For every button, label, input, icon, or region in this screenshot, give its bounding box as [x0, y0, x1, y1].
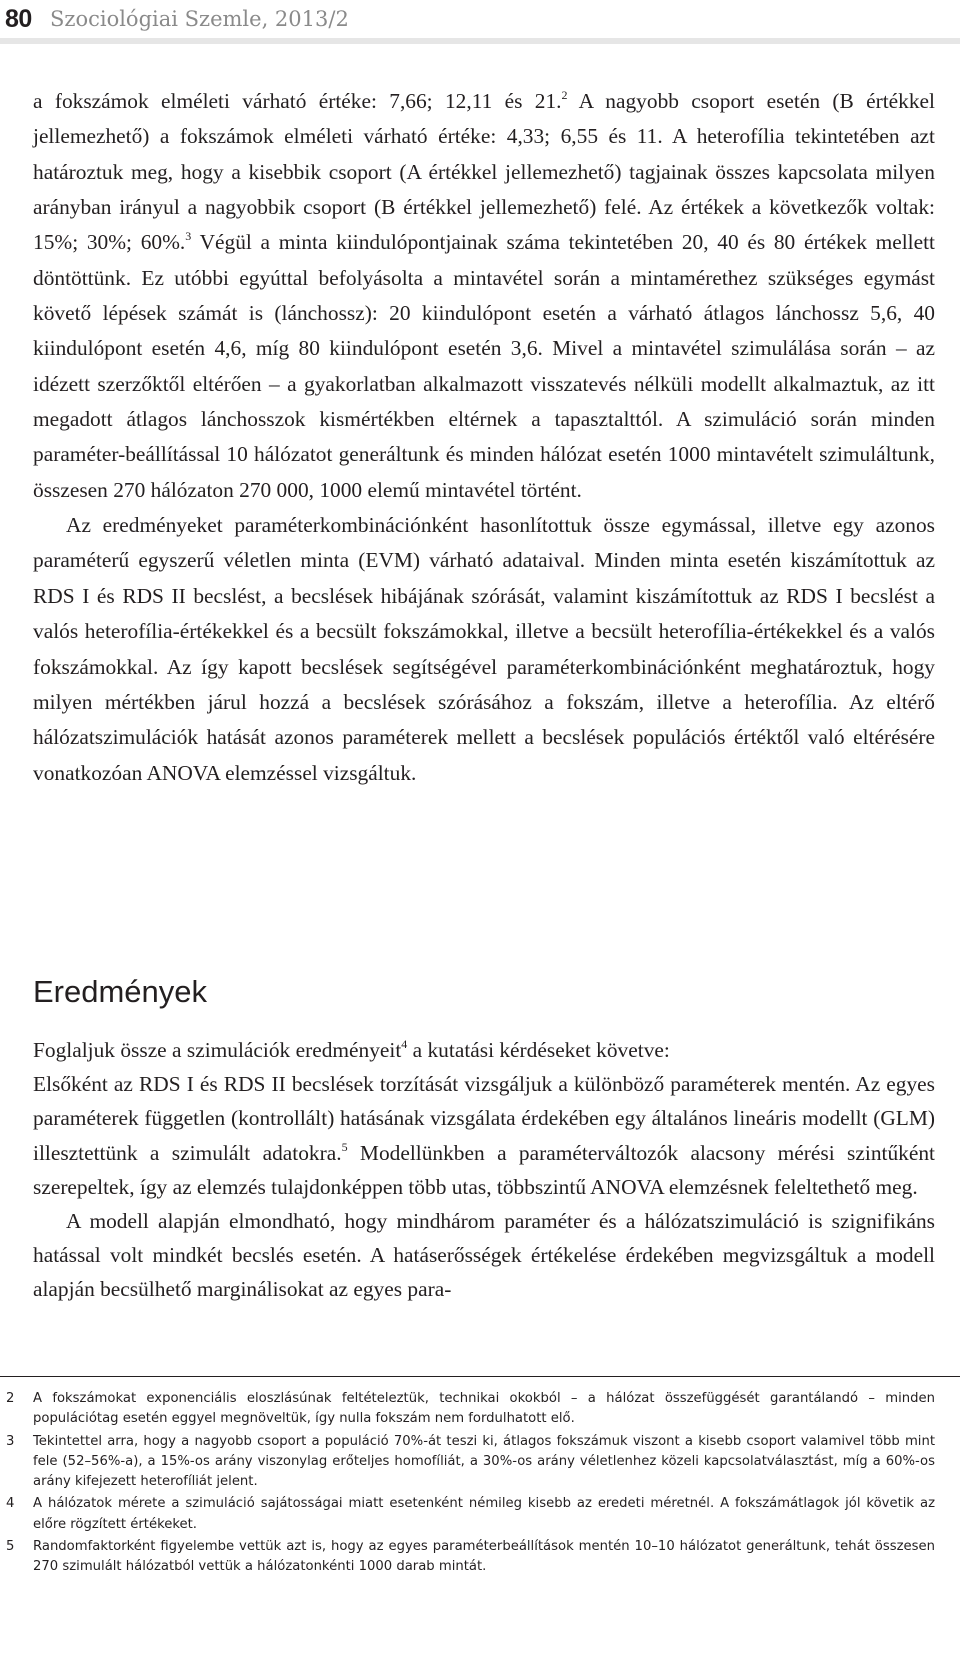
- footnote-divider: [0, 1376, 960, 1377]
- footnote-ref-4[interactable]: 4: [401, 1037, 408, 1051]
- footnote-number: 5: [6, 1539, 15, 1555]
- paragraph-5: A modell alapján elmondható, hogy mindhárom paraméter és a hálózatszimuláció is szignifikáns hatással volt mindkét becslés esetén. A hatáserősségek értékelése érdekében megvizsgáltuk a modell alapján becsülhető marginálisokat az egyes para-: [33, 1209, 935, 1302]
- footnote-number: 4: [6, 1496, 15, 1512]
- body-text-lower: [33, 1033, 935, 1307]
- page-number: 80: [5, 5, 32, 33]
- footnote-item: [0, 1537, 935, 1578]
- footnote-ref-3[interactable]: 3: [185, 229, 192, 244]
- footnote-item: [0, 1432, 935, 1493]
- running-title: Szociológiai Szemle, 2013/2: [50, 7, 349, 31]
- paragraph-1: a fokszámok elméleti várható értéke: 7,66; 12,11 és 21.$^2$ A nagyobb csoport esetén (B értékkel jellemezhető) a fokszámok elméleti várható értéke: 4,33; 6,55 és 11. A heterofília tekintetében azt határoztuk meg, hogy a kisebbik csoport (A értékkel jellemezhető) tagjainak összes kapcsolata milyen arányban irányul a nagyobbik csoport (B értékkel jellemezhető) felé. Az értékek a következők voltak: 15%; 30%; 60%.$^3$ Végül a minta kiindulópontjainak száma tekintetében 20, 40 és 80 értékek mellett döntöttünk. Ez utóbbi egyúttal befolyásolta a mintavétel során a mintamérethez szükséges egymást követő lépések számát is (lánchossz): 20 kiindulópont esetén a várható átlagos lánchossz 5,6, 40 kiindulópont esetén 4,6, míg 80 kiindulópont esetén 3,6. Mivel a mintavétel szimulálása során – az idézett szerzőktől eltérően – a gyakorlatban alkalmazott visszatevés nélküli modellt alkalmaztuk, az itt megadott átlagos lánchosszok kismértékben eltérnek a tapasztalttól. A szimuláció során minden paraméter-beállítással 10 hálózatot generáltunk és minden hálózat esetén 1000 mintavételt szimuláltunk, összesen 270 hálózaton 270 000, 1000 elemű mintavétel történt.: [33, 88, 935, 502]
- footnote-number: 3: [6, 1433, 15, 1449]
- footnote-text: A hálózatok mérete a szimuláció sajátosságai miatt esetenként némileg kisebb az eredeti méretnél. A fokszámátlagok jól követik az előre rögzített értékeket.: [33, 1496, 935, 1532]
- footnote-number: 2: [6, 1391, 15, 1406]
- footnote-text: Tekintettel arra, hogy a nagyobb csoport a populáció 70%-át teszi ki, átlagos fokszámuk viszont a kisebb csoport valamivel több mint fele (52–56%-a), a 15%-os arány viszonylag erőteljes homofíliát, a 30%-os arány véletlenhez közeli kapcsolatválasztást, míg a 60%-os arány kifejezett heterofíliát jelent.: [33, 1433, 935, 1490]
- footnotes: [0, 1389, 935, 1580]
- paragraph-4: Elsőként az RDS I és RDS II becslések torzítását vizsgáljuk a különböző paraméterek mentén. Az egyes paraméterek független (kontrollált) hatásának vizsgálata érdekében egy általános lineáris modellt (GLM) illesztettünk a szimulált adatokra.$^5$ Modellünkben a paraméterváltozók alacsony mérési szintűként szerepeltek, így az elemzés tulajdonképpen több utas, többszintű ANOVA elemzésnek feleltethető meg.: [33, 1072, 935, 1199]
- body-text-upper: [33, 84, 935, 791]
- footnote-ref-2[interactable]: 2: [561, 88, 568, 102]
- footnote-text: A fokszámokat exponenciális eloszlásúnak feltételeztük, technikai okokból – a hálózat összefüggését garantálandó – minden populációtag esetén eggyel megnöveltük, így nulla fokszám nem fordulhatott elő.: [33, 1391, 935, 1427]
- header-bar: [0, 38, 960, 44]
- paragraph-3: Foglaljuk össze a szimulációk eredményeit$^4$ a kutatási kérdéseket követve:: [33, 1037, 670, 1062]
- footnote-ref-5[interactable]: 5: [341, 1139, 348, 1154]
- footnote-item: [0, 1494, 935, 1535]
- paragraph-2: Az eredményeket paraméterkombinációnként hasonlítottuk össze egymással, illetve egy azonos paraméterű egyszerű véletlen minta (EVM) várható adataival. Minden minta esetén kiszámítottuk az RDS I és RDS II becslést, a becslések hibájának szórását, valamint kiszámítottuk az RDS I becslést a valós heterofília-értékekkel és a becsült fokszámokkal, illetve a becsült heterofília-értékekkel és a valós fokszámokkal. Az így kapott becslések segítségével paraméterkombinációnként meghatároztuk, hogy milyen mértékben járul hozzá a becslések szórásához a fokszám, illetve a heterofília. Az eltérő hálózatszimulációk hatását azonos paraméterek mellett a becslések populációs értéktől való eltérésére vonatkozóan ANOVA elemzéssel vizsgáltuk.: [33, 513, 935, 785]
- page-header: [0, 0, 960, 44]
- footnote-item: [0, 1389, 935, 1430]
- footnote-text: Randomfaktorként figyelembe vettük azt is, hogy az egyes paraméterbeállítások mentén 10–10 hálózatot generáltunk, tehát összesen 270 szimulált hálózatból vettük a hálózatonkénti 1000 darab mintát.: [33, 1539, 935, 1575]
- section-heading: Eredmények: [33, 974, 208, 1009]
